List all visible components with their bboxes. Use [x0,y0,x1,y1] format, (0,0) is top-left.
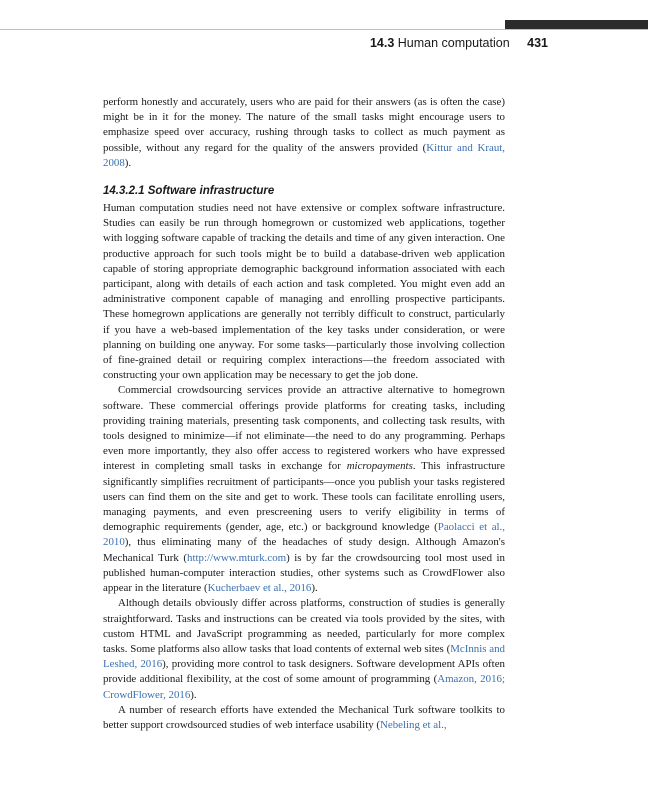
section-title: Human computation [397,36,510,50]
paragraph-3: Although details obviously differ across platforms, construction of studies is generally straightforward. Tasks and instructions can be created via tools provided by the sites, with custom HTML and JavaScript programming as needed, particularly for more complex tasks. Some platforms also allow tasks that load contents of external web sites (McInnis and Leshed, 2016), providing more control to task designers. Software development APIs often provide additional flexibility, at the cost of some amount of programming (Amazon, 2016; CrowdFlower, 2016). [103,597,505,701]
paragraph-4: A number of research efforts have extended the Mechanical Turk software toolkits to better support crowdsourced studies of web interface usability (Nebeling et al., [103,703,505,731]
subsection-heading: 14.3.2.1 Software infrastructure [103,185,275,198]
body-text [103,95,505,733]
running-head [300,36,548,50]
paragraph-1: Human computation studies need not have extensive or complex software infrastructure. Studies can easily be run through homegrown or customized web applications, together with logging software capable of tracking the details and time of any given interaction. One productive approach for such tools might be to build a database-driven web application capable of storing appropriate demographic background information associated with each participant, along with details of each action and task completed. You might even add an administrative component capable of managing and enrolling prospective participants. These homegrown applications are generally not terribly difficult to construct, particularly if you have a web-based implementation of the key tasks under consideration, or were planning on building one anyway. For some tasks—particularly those involving collection of fine-grained detail or requiring complex interactions—the freedom associated with constructing your own application may be necessary to get the job done. [103,202,505,382]
intro-paragraph: perform honestly and accurately, users who are paid for their answers (as is often the case) might be in it for the money. The nature of the small tasks might encourage users to emphasize speed over accuracy, rushing through tasks to collect as much payment as possible, without any regard for the quality of the answers provided (Kittur and Kraut, 2008). [103,96,506,169]
citation-link[interactable]: Kucherbaev et al., 2016 [207,582,312,595]
citation-link[interactable]: Kittur and Kraut, 2008 [103,141,506,169]
header-rule [0,29,648,30]
citation-link[interactable]: McInnis and Leshed, 2016 [103,642,505,671]
paragraph-2: Commercial crowdsourcing services provide an attractive alternative to homegrown software. These commercial offerings provide platforms for creating tasks, including providing training materials, presenting task components, and collecting task results, with tools designed to minimize—if not eliminate—the need to do any programming. Perhaps even more importantly, they also offer access to registered workers who have expressed interest in completing small tasks in exchange for micropayments. This infrastructure significantly simplifies recruitment of participants—once you publish your tasks registered users can find them on the site and get to work. These tools can facilitate enrolling users, managing payments, and even prescreening users to verify eligibility in terms of demographic requirements (gender, age, etc.) or background knowledge (Paolacci et al., 2010), thus eliminating many of the headaches of study design. Although Amazon's Mechanical Turk (http://www.mturk.com) is by far the crowdsourcing tool most used in published human-computer interaction studies, other systems such as CrowdFlower also appear in the literature (Kucherbaev et al., 2016). [103,384,506,595]
citation-link[interactable]: Amazon, 2016; CrowdFlower, 2016 [103,673,505,701]
url-link[interactable]: http://www.mturk.com [187,551,287,564]
page-number: 431 [527,36,548,50]
citation-link[interactable]: Paolacci et al., 2010 [103,521,506,549]
citation-link[interactable]: Nebeling et al., [380,718,447,731]
emphasis-micropayments: micropayments [346,460,413,473]
section-number: 14.3 [369,36,395,50]
